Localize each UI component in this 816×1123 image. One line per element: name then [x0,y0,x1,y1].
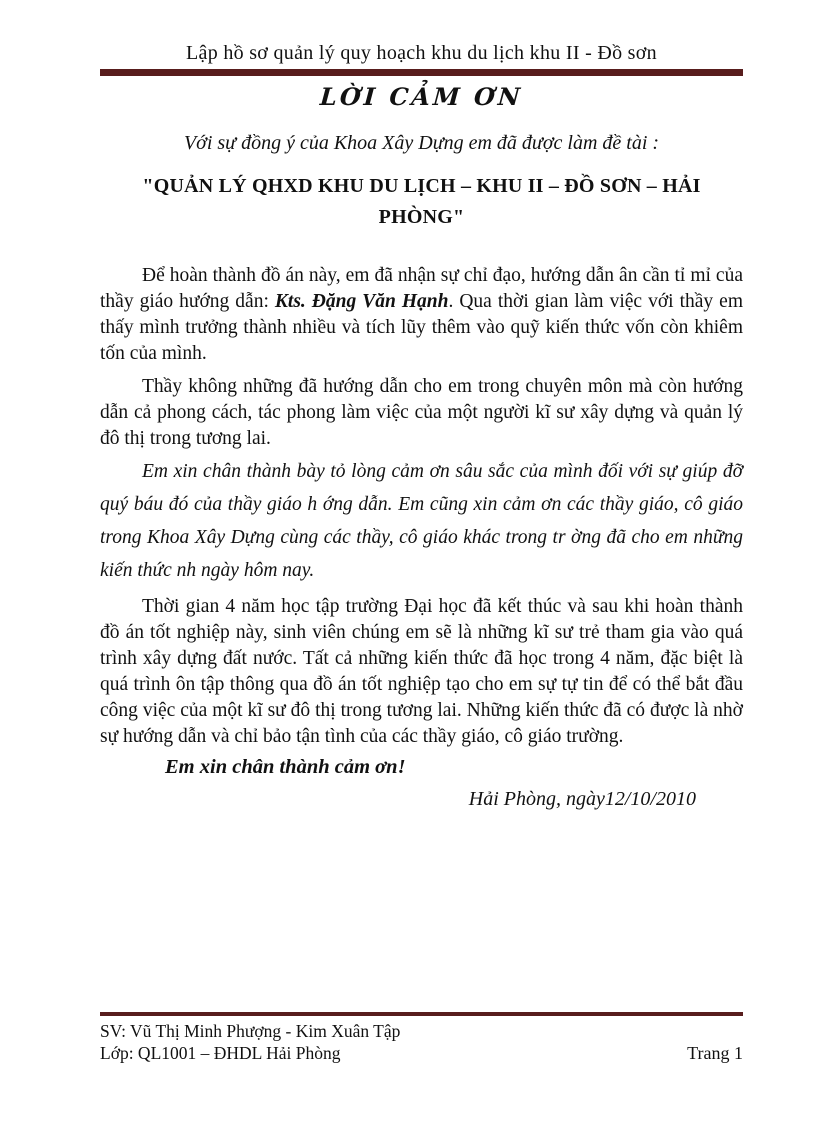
closing-line: Em xin chân thành cảm ơn! [165,756,406,778]
footer-left [100,1020,400,1064]
footer-body [100,1016,743,1064]
footer-class-line: Lớp: QL1001 – ĐHDL Hải Phòng [100,1043,341,1063]
advisor-name: Kts. Đặng Văn Hạnh [274,291,449,312]
paragraph-4: Thời gian 4 năm học tập trường Đại học đã kết thúc và sau khi hoàn thành đồ án tốt nghiệp này, sinh viên chúng em sẽ là những kĩ sư trẻ tham gia vào quá trình xây dựng đất nước. Tất cả những kiến thức đã học trong 4 năm, đặc biệt là quá trình ôn tập thông qua đồ án tốt nghiệp tạo cho em sự tự tin để có thể bắt đầu công việc của một kĩ sư đô thị trong tương lai. Những kiến thức đã có được là nhờ sự hướng dẫn và chỉ bảo tận tình của các thầy giáo, cô giáo trường. [100,596,743,747]
paragraph-1 [100,263,743,367]
thesis-title [100,171,743,233]
header-rule [100,69,743,76]
thesis-title-line1: "QUẢN LÝ QHXD KHU DU LỊCH – KHU II – ĐỒ SƠN – HẢI [142,175,701,197]
date-line: Hải Phòng, ngày12/10/2010 [468,788,696,810]
thesis-title-line2: PHÒNG" [378,206,465,228]
intro-line: Với sự đồng ý của Khoa Xây Dựng em đã được làm đề tài : [183,132,660,154]
section-title: LỜI CẢM ƠN [319,82,524,111]
paragraph-3: Em xin chân thành bày tỏ lòng cảm ơn sâu sắc của mình đối với sự giúp đỡ quý báu đó của thầy giáo h ớng dẫn. Em cũng xin cảm ơn các thầy giáo, cô giáo trong Khoa Xây Dựng cùng các thầy, cô giáo khác trong tr ờng đã cho em những kiến thức nh ngày hôm nay. [100,461,743,581]
footer-student-line: SV: Vũ Thị Minh Phượng - Kim Xuân Tập [100,1021,401,1041]
page-footer [100,1012,743,1064]
page-content [100,0,743,811]
page-number: Trang 1 [687,1043,743,1063]
paragraph-1-text-before: Để hoàn thành đồ án này, em đã nhận sự chỉ đạo, hướng dẫn ân cần tỉ mỉ của thầy giáo hướng dẫn: [100,265,743,312]
paragraph-1-text-after: . Qua thời gian làm việc với thầy em thấy mình trưởng thành nhiều và tích lũy thêm vào quỹ kiến thức vốn còn khiêm tốn của mình. [100,291,743,364]
paragraph-2: Thầy không những đã hướng dẫn cho em trong chuyên môn mà còn hướng dẫn cả phong cách, tác phong làm việc của một người kĩ sư xây dựng và quản lý đô thị trong tương lai. [100,376,743,449]
running-head: Lập hồ sơ quản lý quy hoạch khu du lịch khu II - Đồ sơn [186,42,657,64]
